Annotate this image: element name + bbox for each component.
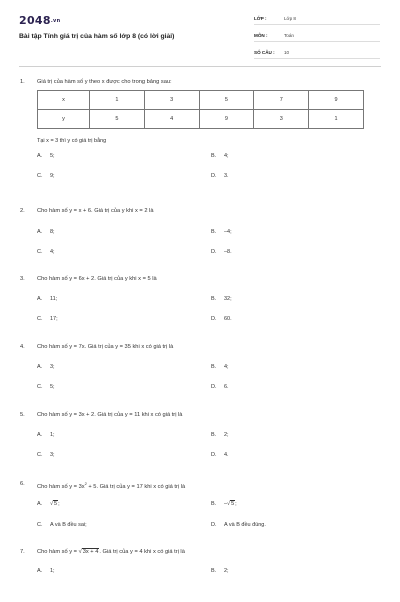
question-text: Giá trị của hàm số y theo x được cho trong bảng sau:: [37, 79, 172, 85]
option-text: 2;: [224, 568, 229, 574]
option-a[interactable]: [37, 296, 57, 302]
option-d[interactable]: [211, 249, 232, 255]
meta-row-count: [254, 48, 380, 59]
option-text: 5;: [50, 384, 55, 390]
option-d[interactable]: [211, 452, 229, 458]
header: [0, 0, 400, 62]
question-number: 2.: [20, 208, 25, 214]
option-letter: B.: [211, 364, 217, 370]
option-letter: B.: [211, 153, 217, 159]
table-cell: 4: [144, 110, 199, 129]
question-stem: [20, 79, 380, 88]
meta-label: MÔN :: [254, 33, 268, 38]
option-text: 1;: [50, 568, 55, 574]
table-cell: 5: [89, 110, 144, 129]
option-text: A và B đều sai;: [50, 522, 87, 528]
meta-label: SỐ CÂU :: [254, 50, 275, 55]
question-number: 7.: [20, 549, 25, 555]
radicand: 5: [54, 501, 58, 507]
value-table: [37, 90, 364, 129]
option-text: 3;: [50, 452, 55, 458]
option-text: 4;: [224, 364, 229, 370]
question-text: [37, 549, 185, 555]
options: [20, 285, 380, 329]
option-letter: B.: [211, 432, 217, 438]
option-letter: A.: [37, 229, 43, 235]
question-number: 1.: [20, 79, 25, 85]
logo-suffix: .vn: [50, 18, 61, 24]
option-text: 3;: [50, 364, 55, 370]
sqrt-symbol: √: [50, 501, 54, 507]
option-text: 60.: [224, 316, 232, 322]
radicand: 5: [231, 501, 235, 507]
question-text-part: . Giá trị của y = 4 khi x có giá trị là: [99, 549, 185, 555]
table-cell: 7: [254, 91, 309, 110]
option-d[interactable]: [211, 384, 229, 390]
option-letter: C.: [37, 452, 43, 458]
question-1: [20, 79, 380, 185]
question-text: Cho hàm số y = 3x + 2. Giá trị của y = 11 khi x có giá trị là: [37, 412, 183, 418]
option-b[interactable]: [211, 296, 232, 302]
option-letter: C.: [37, 522, 43, 528]
option-a[interactable]: [37, 568, 55, 574]
question-stem: [20, 412, 380, 421]
question-stem: [20, 481, 380, 490]
option-letter: A.: [37, 296, 43, 302]
options: [20, 217, 380, 261]
option-c[interactable]: [37, 249, 55, 255]
option-letter: A.: [37, 153, 43, 159]
table-header-y: y: [38, 110, 90, 129]
radicand: 3x + 4: [82, 549, 99, 555]
option-letter: A.: [37, 364, 43, 370]
option-d[interactable]: [211, 522, 266, 528]
question-number: 3.: [20, 276, 25, 282]
question-5: [20, 412, 380, 465]
table-row-x: [38, 91, 364, 110]
document-title: Bài tập Tính giá trị của hàm số lớp 8 (có lời giải): [19, 33, 175, 40]
meta-value: Toán: [284, 33, 294, 38]
option-letter: D.: [211, 522, 217, 528]
option-text: 8;: [50, 229, 55, 235]
option-letter: A.: [37, 432, 43, 438]
option-letter: B.: [211, 296, 217, 302]
option-letter: D.: [211, 384, 217, 390]
option-c[interactable]: [37, 173, 55, 179]
option-d[interactable]: [211, 173, 229, 179]
option-letter: B.: [211, 229, 217, 235]
option-letter: C.: [37, 316, 43, 322]
option-b[interactable]: [211, 501, 237, 507]
option-text: 32;: [224, 296, 232, 302]
option-b[interactable]: [211, 568, 229, 574]
options: [20, 490, 380, 534]
option-a[interactable]: [37, 364, 55, 370]
meta-info: [254, 14, 380, 65]
meta-value: Lớp 8: [284, 16, 296, 21]
option-text: 4.: [224, 452, 229, 458]
exponent: 2: [84, 481, 87, 486]
option-text: –4;: [224, 229, 232, 235]
question-number: 4.: [20, 344, 25, 350]
option-text: 11;: [50, 296, 58, 302]
table-cell: 9: [309, 91, 364, 110]
question-list: [20, 79, 380, 602]
question-stem: [20, 208, 380, 217]
option-c[interactable]: [37, 316, 58, 322]
options: [20, 353, 380, 397]
option-letter: D.: [211, 316, 217, 322]
option-letter: C.: [37, 384, 43, 390]
options: [20, 558, 380, 602]
site-logo[interactable]: [19, 14, 60, 27]
meta-row-subject: [254, 31, 380, 42]
options: [20, 421, 380, 465]
option-text: 6.: [224, 384, 229, 390]
table-cell: 1: [309, 110, 364, 129]
logo-text: 2048: [19, 14, 51, 27]
option-letter: D.: [211, 173, 217, 179]
option-suffix: ;: [58, 501, 60, 507]
option-a[interactable]: [37, 229, 55, 235]
table-header-x: x: [38, 91, 90, 110]
option-d[interactable]: [211, 316, 232, 322]
option-letter: A.: [37, 568, 43, 574]
option-c[interactable]: [37, 452, 55, 458]
table-cell: 5: [199, 91, 254, 110]
question-3: [20, 276, 380, 329]
table-cell: 3: [144, 91, 199, 110]
option-a[interactable]: [37, 501, 60, 507]
option-b[interactable]: [211, 364, 229, 370]
question-stem: [20, 276, 380, 285]
option-letter: A.: [37, 501, 43, 507]
question-text: Cho hàm số y = 6x + 2. Giá trị của y khi x = 5 là: [37, 276, 157, 282]
option-c[interactable]: [37, 384, 55, 390]
option-a[interactable]: [37, 153, 55, 159]
question-stem: [20, 344, 380, 353]
option-text: A và B đều đúng.: [224, 522, 266, 528]
question-prompt: Tại x = 3 thì y có giá trị bằng: [37, 138, 107, 144]
question-text-part: Cho hàm số y = √: [37, 549, 82, 555]
question-2: [20, 208, 380, 261]
option-letter: C.: [37, 249, 43, 255]
option-text: 3.: [224, 173, 229, 179]
question-7: [20, 549, 380, 602]
question-4: [20, 344, 380, 397]
table-cell: 9: [199, 110, 254, 129]
meta-label: LỚP :: [254, 16, 267, 21]
question-text: [37, 481, 185, 490]
question-text-part: + 5. Giá trị của y = 17 khi x có giá trị là: [86, 483, 186, 490]
question-6: [20, 481, 380, 534]
question-number: 6.: [20, 481, 25, 487]
option-text: 5;: [50, 153, 55, 159]
table-cell: 1: [89, 91, 144, 110]
option-letter: C.: [37, 173, 43, 179]
question-text-part: Cho hàm số y = 3x: [37, 483, 85, 490]
option-text: 17;: [50, 316, 58, 322]
sqrt-symbol: –√: [224, 501, 231, 507]
question-number: 5.: [20, 412, 25, 418]
table-row-y: [38, 110, 364, 129]
option-text: 2;: [224, 432, 229, 438]
question-stem: [20, 549, 380, 558]
option-text: 4;: [50, 249, 55, 255]
option-text: 4;: [224, 153, 229, 159]
option-a[interactable]: [37, 432, 55, 438]
option-text: 9;: [50, 173, 55, 179]
option-letter: D.: [211, 249, 217, 255]
options: [20, 148, 380, 185]
option-suffix: ;: [235, 501, 237, 507]
table-cell: 3: [254, 110, 309, 129]
option-b[interactable]: [211, 153, 229, 159]
option-c[interactable]: [37, 522, 87, 528]
meta-row-class: [254, 14, 380, 25]
question-text: Cho hàm số y = x + 6. Giá trị của y khi x = 2 là: [37, 208, 154, 214]
option-b[interactable]: [211, 229, 232, 235]
option-letter: D.: [211, 452, 217, 458]
question-text: Cho hàm số y = 7x. Giá trị của y = 35 khi x có giá trị là: [37, 344, 174, 350]
option-b[interactable]: [211, 432, 229, 438]
option-text: 1;: [50, 432, 55, 438]
option-letter: B.: [211, 501, 217, 507]
option-letter: B.: [211, 568, 217, 574]
option-text: –8.: [224, 249, 232, 255]
meta-value: 10: [284, 50, 290, 55]
header-divider: [19, 66, 381, 67]
